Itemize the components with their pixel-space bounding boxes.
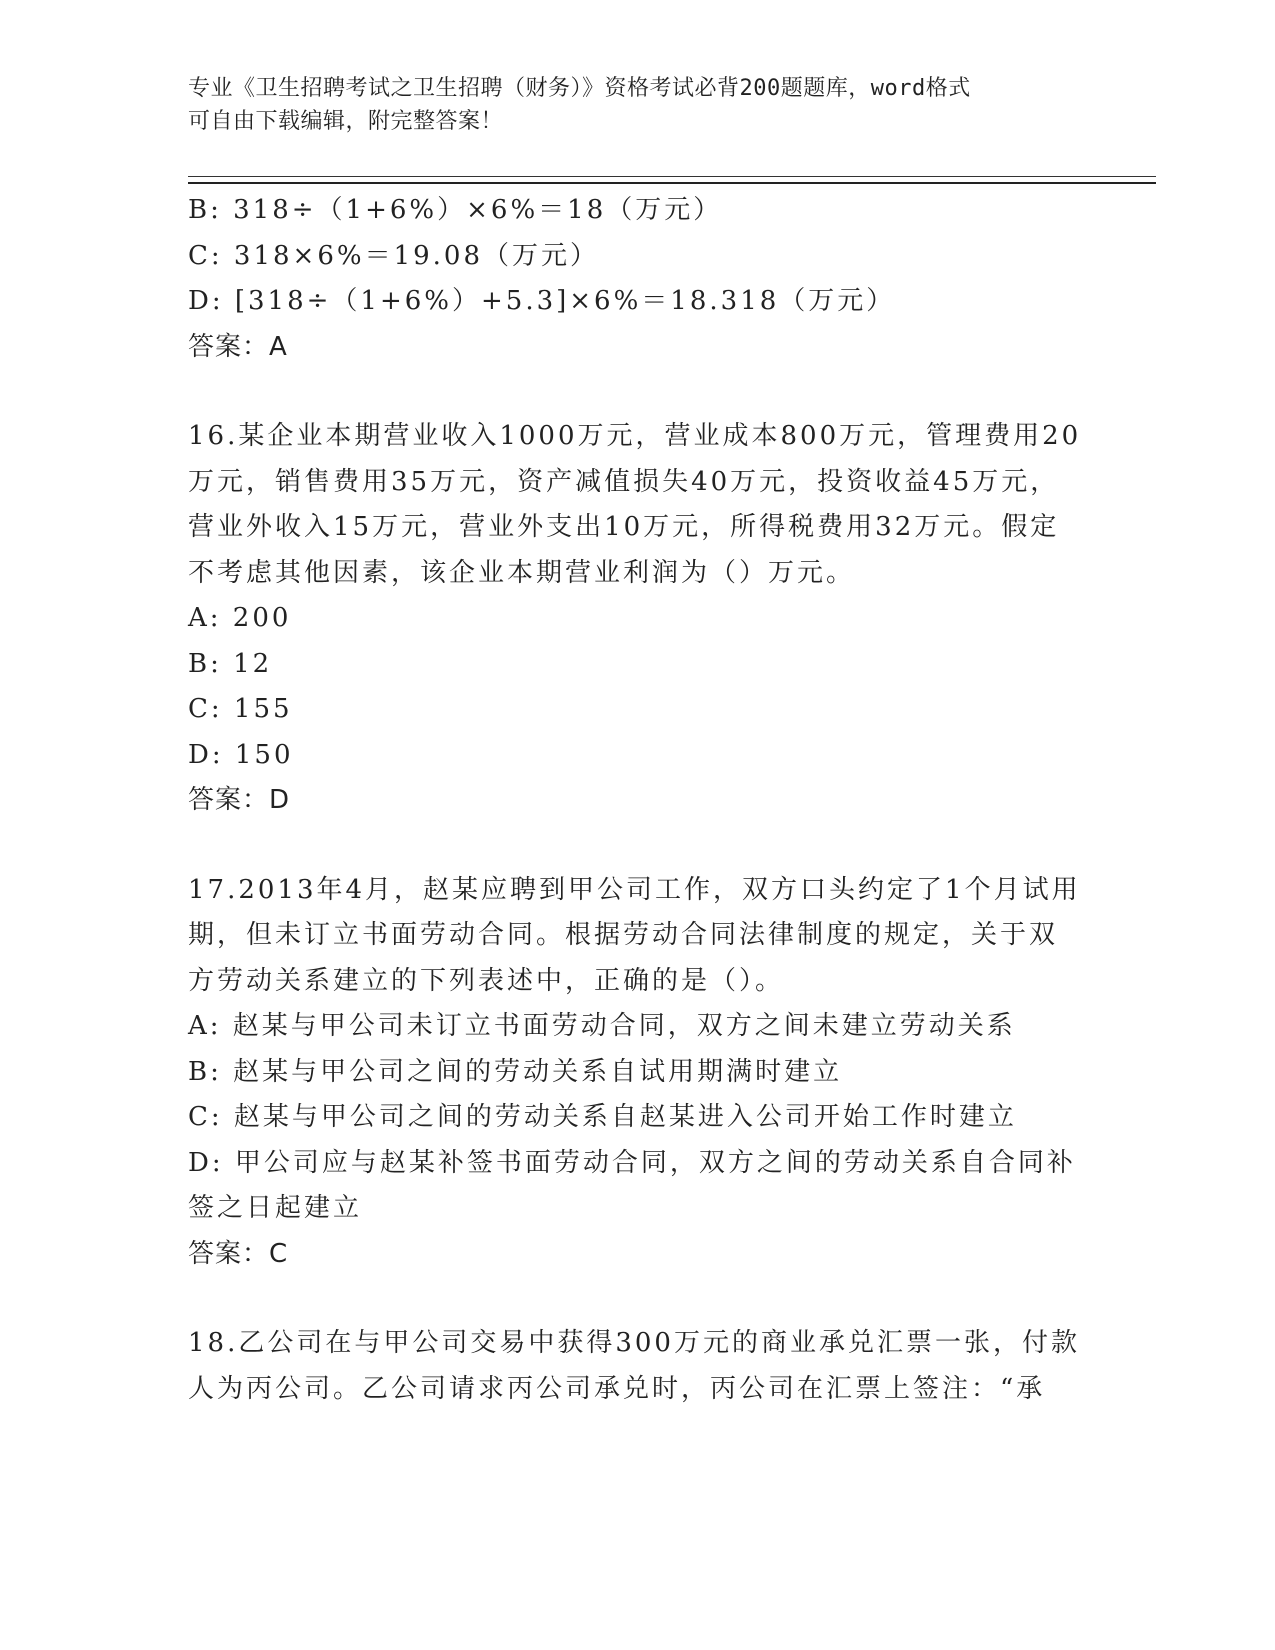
question-stem-line: 17.2013年4月，赵某应聘到甲公司工作，双方口头约定了1个月试用 xyxy=(188,874,1081,905)
spacer xyxy=(188,370,1088,414)
question-stem-line: 万元，销售费用35万元，资产减值损失40万元，投资收益45万元， xyxy=(188,466,1060,497)
answer: 答案：D xyxy=(188,785,291,815)
option-c: C: 赵某与甲公司之间的劳动关系自赵某进入公司开始工作时建立 xyxy=(188,1102,1017,1132)
option-b: B: 赵某与甲公司之间的劳动关系自试用期满时建立 xyxy=(188,1056,843,1087)
option-b: B: 12 xyxy=(188,648,273,679)
question-18 xyxy=(188,1321,1088,1412)
question-stem-line: 期，但未订立书面劳动合同。根据劳动合同法律制度的规定，关于双 xyxy=(188,920,1059,950)
answer: 答案：C xyxy=(188,1238,289,1269)
option-d-continuation: 签之日起建立 xyxy=(188,1193,363,1223)
option-a: A: 赵某与甲公司未订立书面劳动合同，双方之间未建立劳动关系 xyxy=(188,1011,1016,1041)
document-header xyxy=(188,72,1068,138)
option-b: B: 318÷（1+6%）×6%＝18（万元） xyxy=(188,195,723,225)
question-stem-line: 16.某企业本期营业收入1000万元，营业成本800万元，管理费用20 xyxy=(188,421,1082,451)
header-title-line-2: 可自由下载编辑，附完整答案！ xyxy=(188,109,504,134)
question-stem-line: 18.乙公司在与甲公司交易中获得300万元的商业承兑汇票一张，付款 xyxy=(188,1328,1080,1358)
question-15-tail xyxy=(188,188,1088,370)
question-content xyxy=(188,188,1088,1412)
header-title-line-1: 专业《卫生招聘考试之卫生招聘（财务）》资格考试必背200题题库，word格式 xyxy=(188,76,971,101)
question-16 xyxy=(188,414,1088,824)
spacer xyxy=(188,1277,1088,1321)
header-divider-thick xyxy=(188,182,1156,184)
question-17 xyxy=(188,868,1088,1278)
option-d: D: 甲公司应与赵某补签书面劳动合同，双方之间的劳动关系自合同补 xyxy=(188,1147,1076,1178)
option-c: C: 318×6%＝19.08（万元） xyxy=(188,240,600,271)
answer: 答案：A xyxy=(188,331,288,362)
header-divider-thin xyxy=(188,176,1156,177)
option-a: A: 200 xyxy=(188,603,292,633)
question-stem-line: 营业外收入15万元，营业外支出10万元，所得税费用32万元。假定 xyxy=(188,512,1060,542)
spacer xyxy=(188,824,1088,868)
question-stem-line: 方劳动关系建立的下列表述中，正确的是（）。 xyxy=(188,965,785,996)
question-stem-line: 人为丙公司。乙公司请求丙公司承兑时，丙公司在汇票上签注：“承 xyxy=(188,1373,1046,1404)
option-d: D: 150 xyxy=(188,739,294,770)
option-d: D: [318÷（1+6%）+5.3]×6%＝18.318（万元） xyxy=(188,286,896,316)
option-c: C: 155 xyxy=(188,694,293,724)
question-stem-line: 不考虑其他因素，该企业本期营业利润为（）万元。 xyxy=(188,557,856,588)
